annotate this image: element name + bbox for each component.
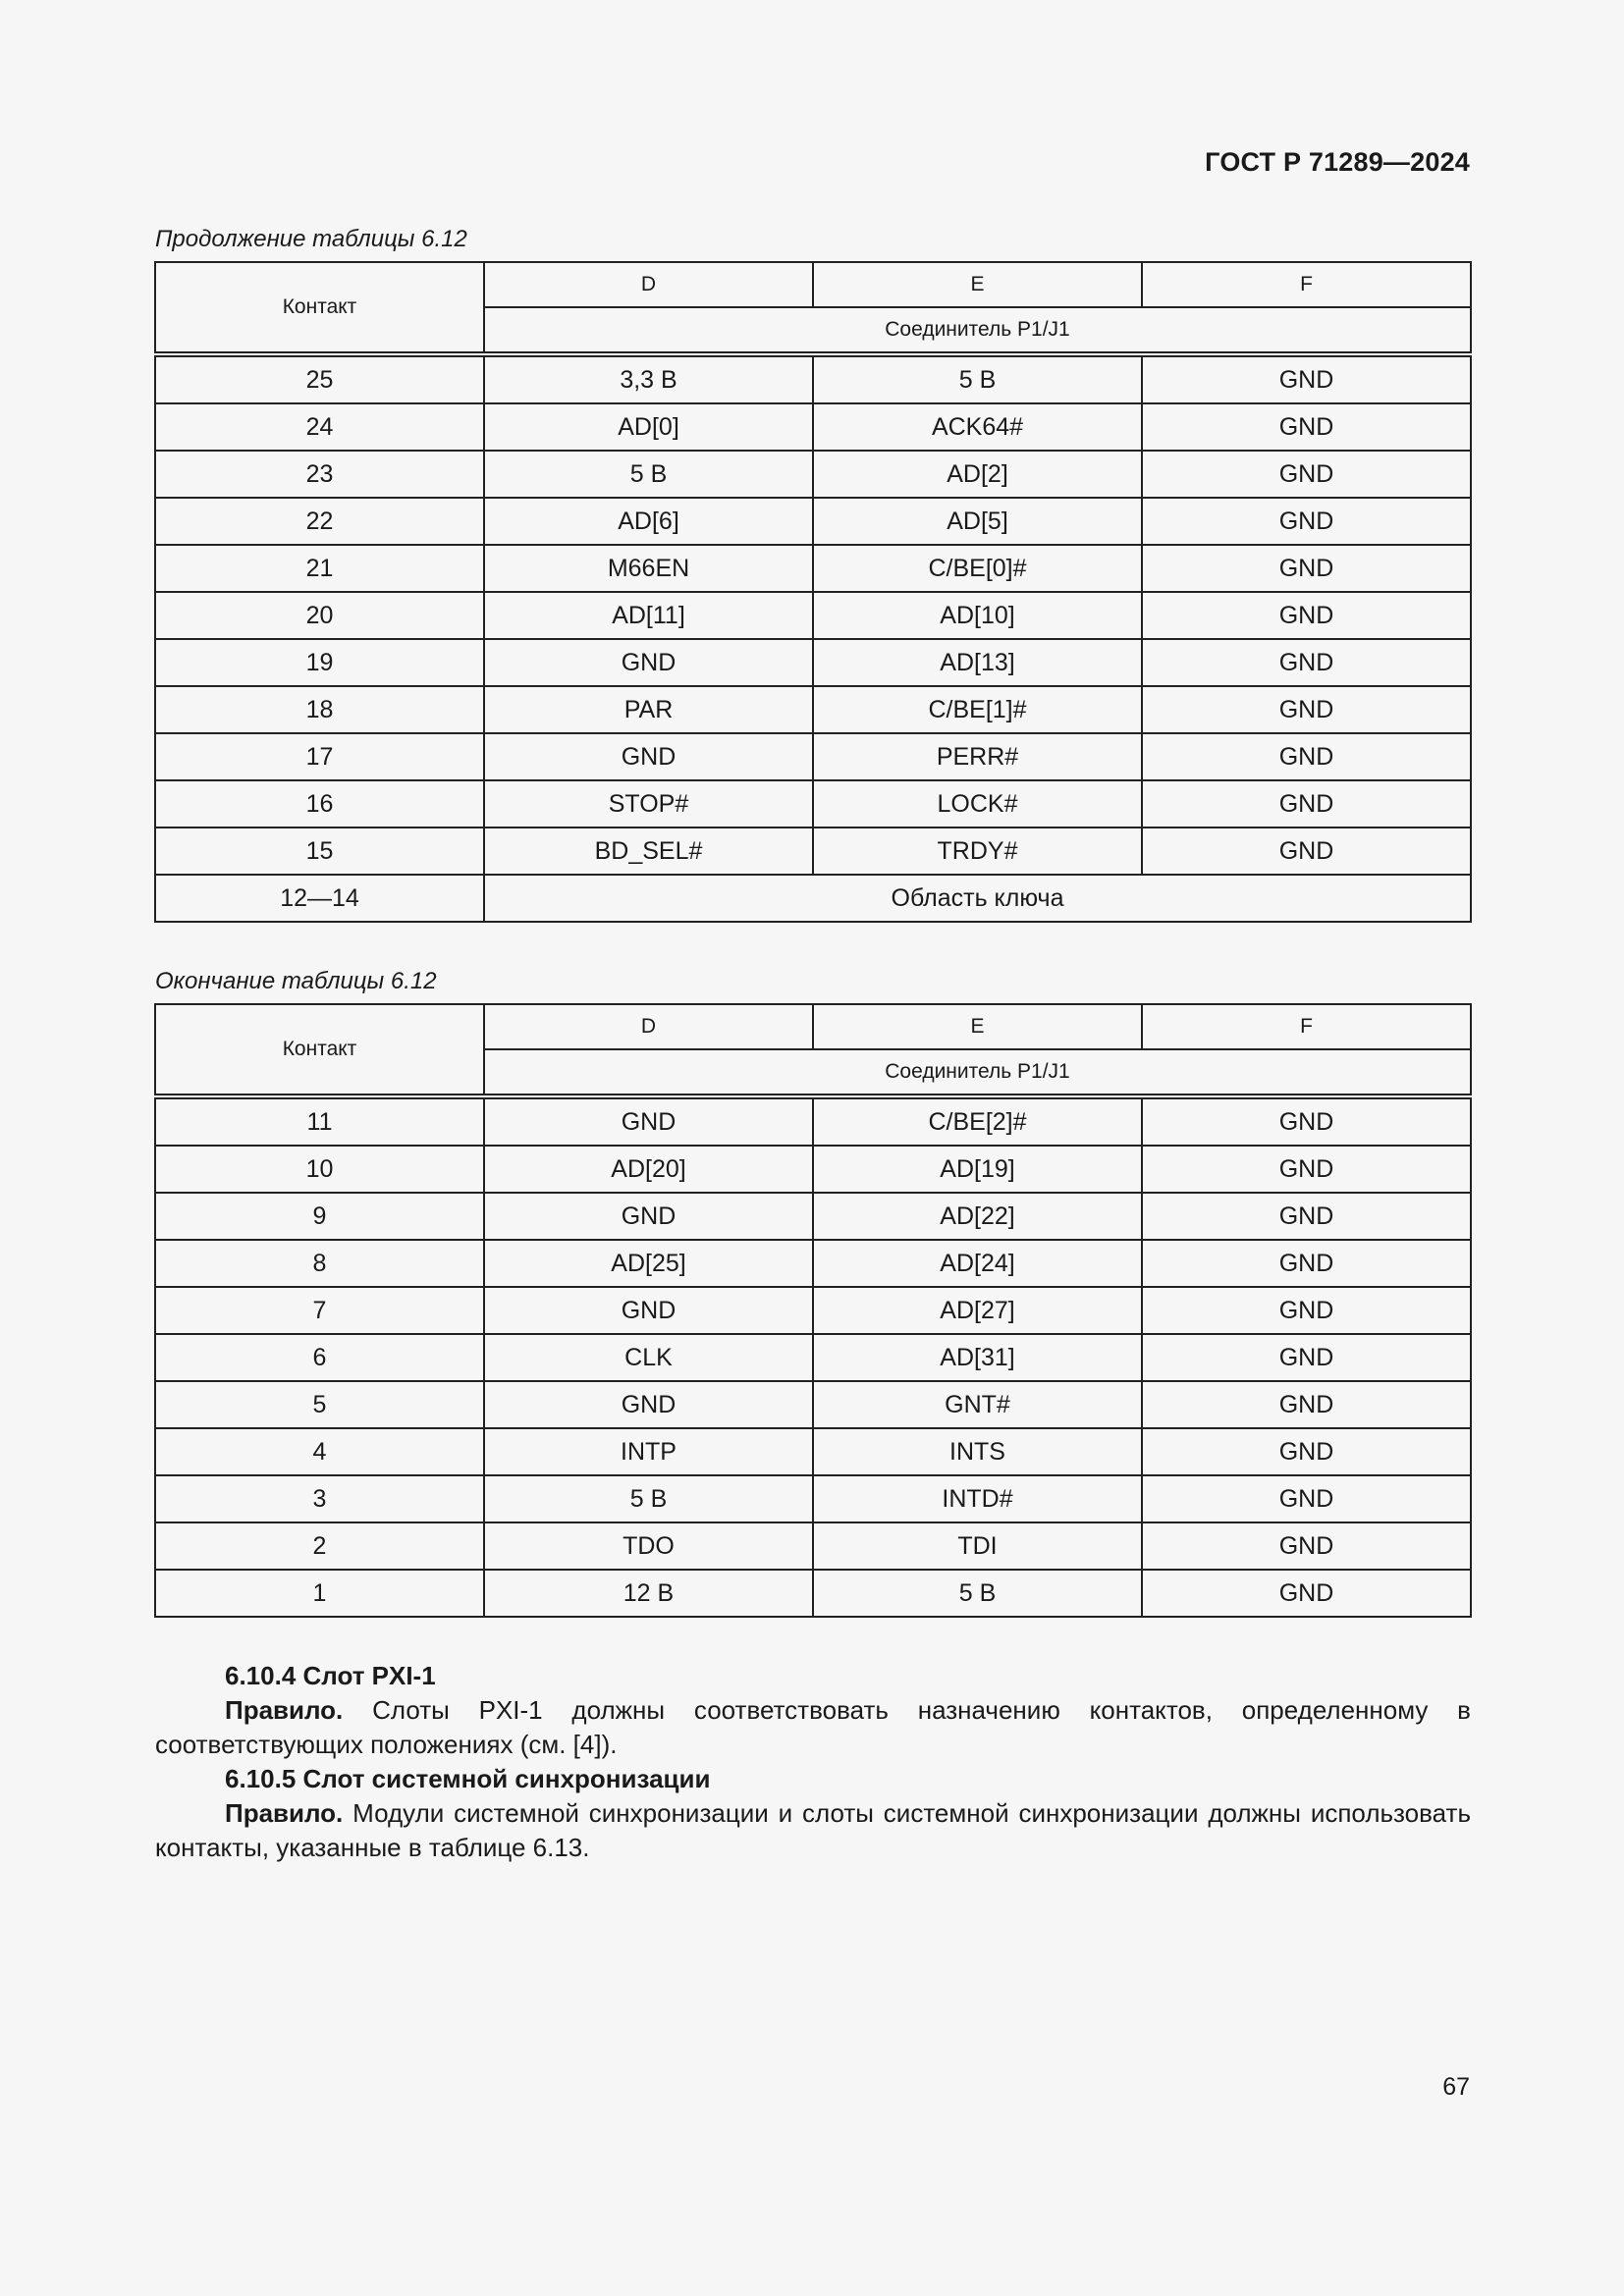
document-standard-header: ГОСТ Р 71289—2024 <box>1205 147 1470 177</box>
cell-e: 5 В <box>813 354 1142 403</box>
cell-d: STOP# <box>484 780 813 828</box>
cell-e: C/BE[0]# <box>813 545 1142 592</box>
table-row <box>155 1146 1471 1193</box>
cell-contact: 17 <box>155 733 484 780</box>
rule-paragraph-sync-slot <box>155 1796 1471 1865</box>
rule-label: Правило. <box>225 1798 344 1828</box>
cell-d: AD[0] <box>484 403 813 451</box>
section-text <box>155 1659 1471 1865</box>
column-header-f: F <box>1142 1004 1471 1049</box>
cell-f: GND <box>1142 639 1471 686</box>
cell-e: C/BE[1]# <box>813 686 1142 733</box>
cell-d: AD[11] <box>484 592 813 639</box>
cell-f: GND <box>1142 1287 1471 1334</box>
cell-e: C/BE[2]# <box>813 1096 1142 1146</box>
cell-e: AD[24] <box>813 1240 1142 1287</box>
table-row <box>155 403 1471 451</box>
cell-d: CLK <box>484 1334 813 1381</box>
column-header-e: E <box>813 262 1142 307</box>
cell-contact: 1 <box>155 1570 484 1617</box>
cell-d: AD[20] <box>484 1146 813 1193</box>
table-row <box>155 354 1471 403</box>
cell-d: INTP <box>484 1428 813 1475</box>
cell-d: BD_SEL# <box>484 828 813 875</box>
cell-contact: 6 <box>155 1334 484 1381</box>
rule-text: Слоты PXI-1 должны соответствовать назначению контактов, определенному в соответствующих положениях (см. [4]). <box>155 1695 1471 1759</box>
cell-contact: 7 <box>155 1287 484 1334</box>
cell-f: GND <box>1142 828 1471 875</box>
cell-contact: 18 <box>155 686 484 733</box>
cell-e: AD[10] <box>813 592 1142 639</box>
rule-paragraph-pxi1 <box>155 1693 1471 1762</box>
cell-e: AD[5] <box>813 498 1142 545</box>
column-header-f: F <box>1142 262 1471 307</box>
column-header-d: D <box>484 1004 813 1049</box>
cell-d: TDO <box>484 1522 813 1570</box>
table-row <box>155 1240 1471 1287</box>
cell-contact: 21 <box>155 545 484 592</box>
cell-f: GND <box>1142 1475 1471 1522</box>
cell-e: AD[13] <box>813 639 1142 686</box>
cell-contact: 4 <box>155 1428 484 1475</box>
table-row <box>155 1381 1471 1428</box>
cell-e: LOCK# <box>813 780 1142 828</box>
table-row <box>155 1096 1471 1146</box>
cell-d: M66EN <box>484 545 813 592</box>
cell-d: GND <box>484 1381 813 1428</box>
cell-contact: 16 <box>155 780 484 828</box>
cell-contact: 8 <box>155 1240 484 1287</box>
pin-table-continuation <box>154 261 1472 923</box>
page-number: 67 <box>1442 2073 1470 2101</box>
cell-d: GND <box>484 1193 813 1240</box>
cell-e: AD[27] <box>813 1287 1142 1334</box>
table-row <box>155 733 1471 780</box>
table-end-caption: Окончание таблицы 6.12 <box>155 968 437 994</box>
table-row <box>155 1334 1471 1381</box>
table-row <box>155 1522 1471 1570</box>
table-row <box>155 686 1471 733</box>
cell-f: GND <box>1142 780 1471 828</box>
cell-contact: 23 <box>155 451 484 498</box>
cell-d: 3,3 В <box>484 354 813 403</box>
cell-f: GND <box>1142 545 1471 592</box>
column-header-contact: Контакт <box>155 262 484 354</box>
cell-contact: 3 <box>155 1475 484 1522</box>
cell-contact: 9 <box>155 1193 484 1240</box>
cell-f: GND <box>1142 1096 1471 1146</box>
table-row <box>155 1193 1471 1240</box>
cell-d: GND <box>484 639 813 686</box>
table-row-key-area <box>155 875 1471 922</box>
cell-d: 5 В <box>484 451 813 498</box>
cell-f: GND <box>1142 1240 1471 1287</box>
cell-e: PERR# <box>813 733 1142 780</box>
cell-d: GND <box>484 733 813 780</box>
cell-f: GND <box>1142 1193 1471 1240</box>
cell-contact: 5 <box>155 1381 484 1428</box>
cell-e: INTD# <box>813 1475 1142 1522</box>
column-header-d: D <box>484 262 813 307</box>
cell-d: AD[6] <box>484 498 813 545</box>
cell-f: GND <box>1142 403 1471 451</box>
cell-d: 12 В <box>484 1570 813 1617</box>
cell-d: GND <box>484 1287 813 1334</box>
cell-contact: 22 <box>155 498 484 545</box>
cell-d: 5 В <box>484 1475 813 1522</box>
table-row <box>155 1287 1471 1334</box>
cell-f: GND <box>1142 1334 1471 1381</box>
table-row <box>155 451 1471 498</box>
cell-e: AD[31] <box>813 1334 1142 1381</box>
connector-header: Соединитель P1/J1 <box>484 307 1471 354</box>
cell-e: INTS <box>813 1428 1142 1475</box>
cell-f: GND <box>1142 1146 1471 1193</box>
column-header-contact: Контакт <box>155 1004 484 1096</box>
table-row <box>155 639 1471 686</box>
table-row <box>155 498 1471 545</box>
cell-contact: 11 <box>155 1096 484 1146</box>
rule-label: Правило. <box>225 1695 344 1725</box>
cell-f: GND <box>1142 1570 1471 1617</box>
cell-f: GND <box>1142 733 1471 780</box>
cell-f: GND <box>1142 1428 1471 1475</box>
cell-d: PAR <box>484 686 813 733</box>
cell-contact: 12—14 <box>155 875 484 922</box>
cell-e: TRDY# <box>813 828 1142 875</box>
cell-d: GND <box>484 1096 813 1146</box>
table-row <box>155 1475 1471 1522</box>
cell-contact: 24 <box>155 403 484 451</box>
table-row <box>155 1570 1471 1617</box>
cell-f: GND <box>1142 1381 1471 1428</box>
cell-contact: 20 <box>155 592 484 639</box>
section-heading-sync-slot: 6.10.5 Слот системной синхронизации <box>225 1764 711 1793</box>
table-row <box>155 545 1471 592</box>
cell-contact: 15 <box>155 828 484 875</box>
section-heading-pxi1: 6.10.4 Слот PXI-1 <box>225 1661 436 1690</box>
cell-f: GND <box>1142 592 1471 639</box>
cell-contact: 2 <box>155 1522 484 1570</box>
cell-e: 5 В <box>813 1570 1142 1617</box>
cell-contact: 19 <box>155 639 484 686</box>
connector-header: Соединитель P1/J1 <box>484 1049 1471 1096</box>
table-row <box>155 1428 1471 1475</box>
cell-f: GND <box>1142 354 1471 403</box>
column-header-e: E <box>813 1004 1142 1049</box>
table-row <box>155 828 1471 875</box>
cell-d: AD[25] <box>484 1240 813 1287</box>
cell-e: AD[22] <box>813 1193 1142 1240</box>
table-continuation-caption: Продолжение таблицы 6.12 <box>155 226 467 252</box>
cell-contact: 25 <box>155 354 484 403</box>
cell-e: ACK64# <box>813 403 1142 451</box>
cell-e: AD[19] <box>813 1146 1142 1193</box>
pin-table-end <box>154 1003 1472 1618</box>
cell-contact: 10 <box>155 1146 484 1193</box>
cell-f: GND <box>1142 1522 1471 1570</box>
cell-f: GND <box>1142 686 1471 733</box>
cell-e: TDI <box>813 1522 1142 1570</box>
table-row <box>155 780 1471 828</box>
cell-key-area: Область ключа <box>484 875 1471 922</box>
table-row <box>155 592 1471 639</box>
table-body <box>155 1096 1471 1617</box>
table-body <box>155 354 1471 922</box>
cell-f: GND <box>1142 451 1471 498</box>
cell-e: GNT# <box>813 1381 1142 1428</box>
cell-e: AD[2] <box>813 451 1142 498</box>
cell-f: GND <box>1142 498 1471 545</box>
rule-text: Модули системной синхронизации и слоты системной синхронизации должны использовать контакты, указанные в таблице 6.13. <box>155 1798 1471 1862</box>
